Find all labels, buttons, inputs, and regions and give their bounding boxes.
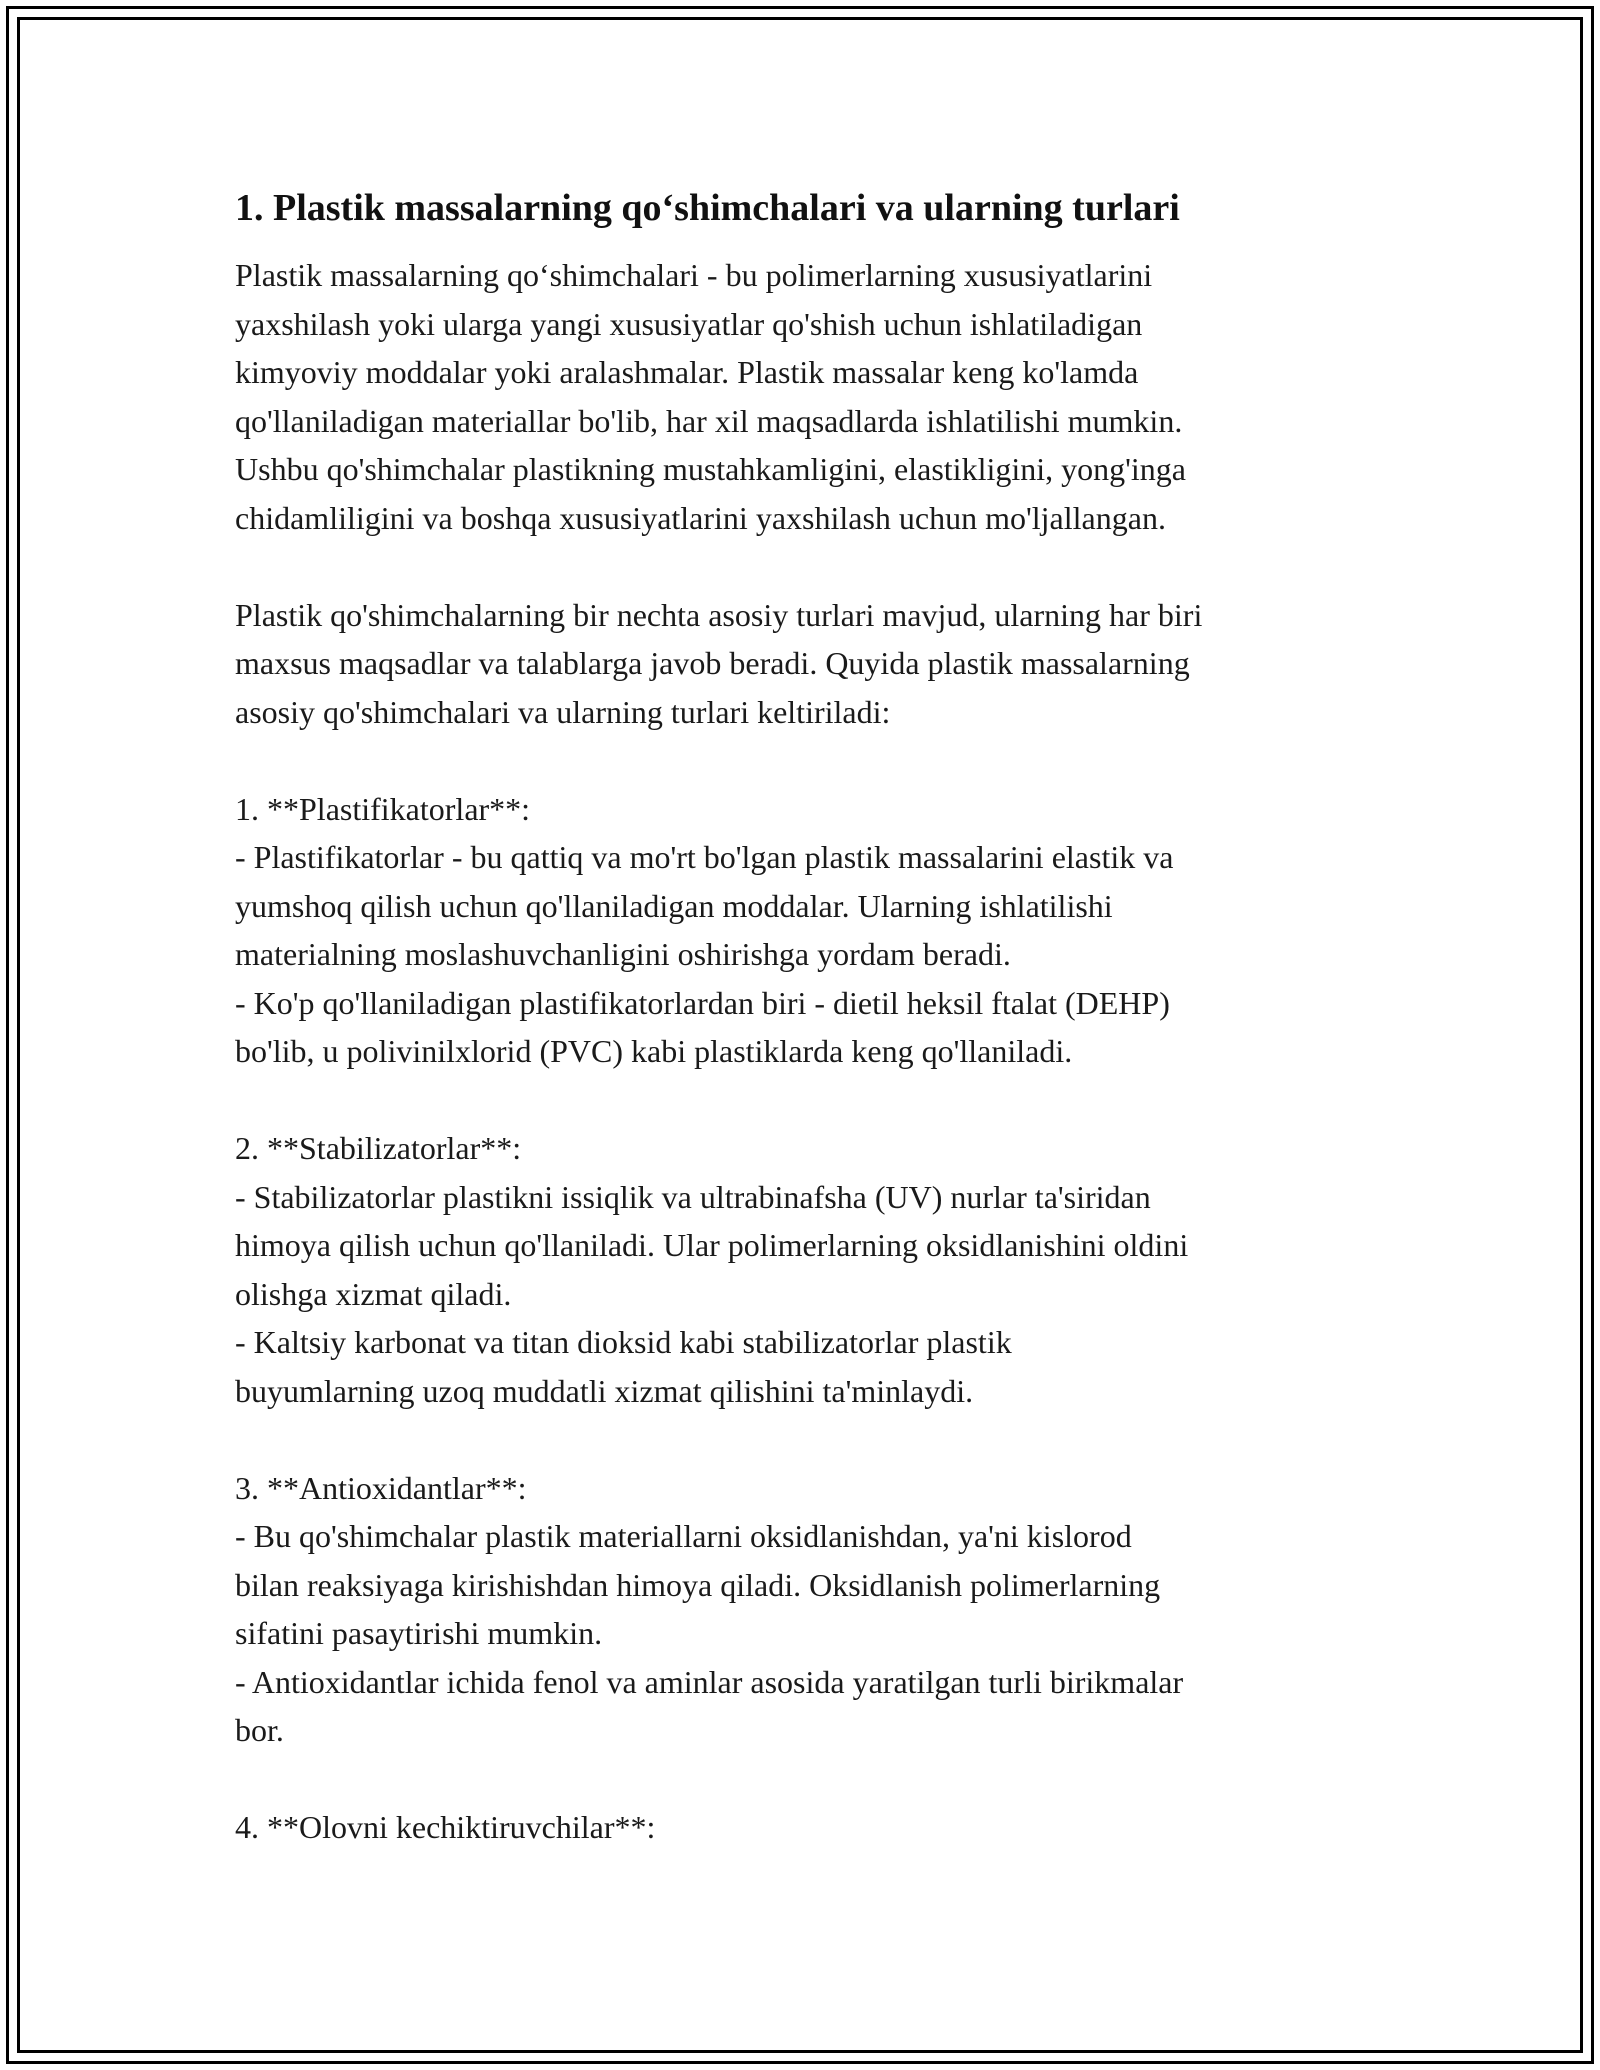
document-body [235,185,1365,1852]
paragraph-gap [235,736,1365,785]
paragraph-gap [235,542,1365,591]
paragraph-gap [235,1076,1365,1125]
section-heading-stabilizatorlar: 2. **Stabilizatorlar**: [235,1130,522,1166]
document-title: 1. Plastik massalarning qo‘shimchalari va ularning turlari [235,187,1180,229]
section-body-antioxidantlar: - Bu qo'shimchalar plastik materiallarni oksidlanishdan, ya'ni kislorod bilan reaksiyaga kirishishdan himoya qiladi. Oksidlanish polimerlarning sifatini pasaytirishi mumkin. - Antioxidantlar ichida fenol va aminlar asosida yaratilgan turli birikmalar bor. [235,1518,1184,1748]
section-heading-antioxidantlar: 3. **Antioxidantlar**: [235,1469,527,1506]
intro-paragraph: Plastik massalarning qo‘shimchalari - bu polimerlarning xususiyatlarini yaxshilash yoki ularga yangi xususiyatlar qo'shish uchun ishlatiladigan kimyoviy moddalar yoki aralashmalar. Plastik massalar keng ko'lamda qo'llaniladigan materiallar bo'lib, har xil maqsadlarda ishlatilishi mumkin. Ushbu qo'shimchalar plastikning mustahkamligini, elastikligini, yong'inga chidamliligini va boshqa xususiyatlarini yaxshilash uchun mo'ljallangan. [235,257,1186,536]
section-body-stabilizatorlar: - Stabilizatorlar plastikni issiqlik va ultrabinafsha (UV) nurlar ta'siridan himoya qilish uchun qo'llaniladi. Ular polimerlarning oksidlanishini oldini olishga xizmat qiladi. - Kaltsiy karbonat va titan dioksid kabi stabilizatorlar plastik buyumlarning uzoq muddatli xizmat qilishini ta'minlaydi. [235,1178,1189,1409]
section-heading-plastifikatorlar: 1. **Plastifikatorlar**: [235,790,531,827]
paragraph-gap [235,1415,1365,1464]
types-intro-paragraph: Plastik qo'shimchalarning bir nechta asosiy turlari mavjud, ularning har biri maxsus maqsadlar va talablarga javob beradi. Quyida plastik massalarning asosiy qo'shimchalari va ularning turlari keltiriladi: [235,596,1203,730]
section-body-plastifikatorlar: - Plastifikatorlar - bu qattiq va mo'rt bo'lgan plastik massalarini elastik va yumshoq qilish uchun qo'llaniladigan moddalar. Ularning ishlatilishi materialning moslashuvchanligini oshirishga yordam beradi. - Ko'p qo'llaniladigan plastifikatorlardan biri - dietil heksil ftalat (DEHP) bo'lib, u polivinilxlorid (PVC) kabi plastiklarda keng qo'llaniladi. [235,839,1174,1069]
section-heading-olovni-kechiktiruvchilar: 4. **Olovni kechiktiruvchilar**: [235,1809,656,1845]
paragraph-gap [235,1755,1365,1804]
